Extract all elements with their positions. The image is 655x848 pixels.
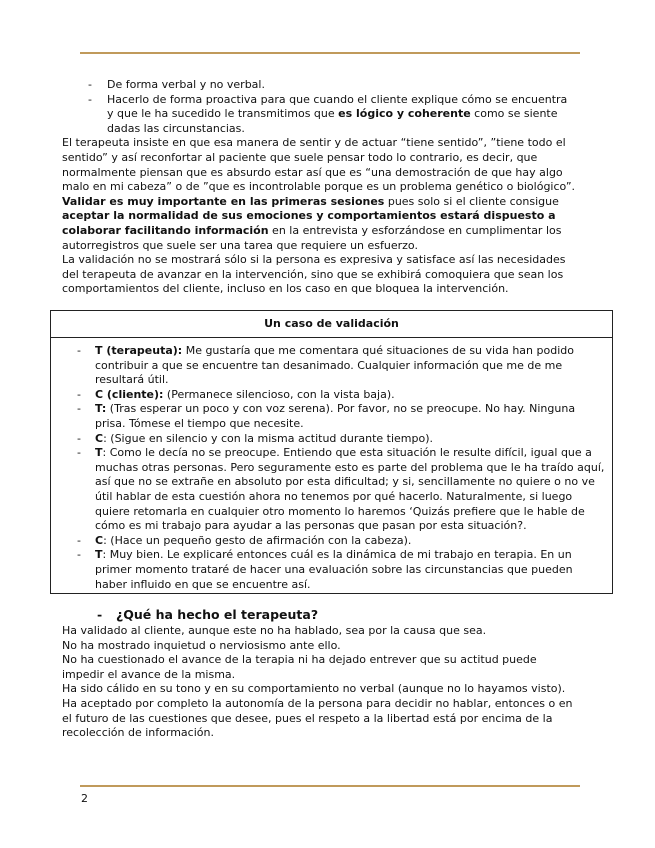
dialogue-item: - C: (Hace un pequeño gesto de afirmación con la cabeza). [95,534,606,549]
therapist-actions-section [62,606,582,741]
dialogue-item: - C: (Sigue en silencio y con la misma actitud durante tiempo). [95,432,606,447]
paragraph-validacion: La validación no se mostrará sólo si la persona es expresiva y satisface así las necesidades del terapeuta de avanzar en la intervención, sino que se exhibirá comoquiera que sean los comportamientos del cliente, incluso en los caso en que bloquea la intervención. [62,253,566,296]
dialogue-item: - C (cliente): (Permanece silencioso, con la vista baja). [95,388,606,403]
paragraph-validar: Validar es muy importante en las primeras sesiones pues solo si el cliente consigue aceptar la normalidad de sus emociones y comportamientos estará dispuesto a colaborar facilitando información en la entrevista y esforzándose en cumplimentar los autorregistros que suele ser una tarea que requiere un esfuerzo. [62,194,562,252]
intro-content [62,78,577,297]
dialogue-item: - T: Como le decía no se preocupe. Entiendo que esta situación le resulte difícil, igual que a muchas otras personas. Pero seguramente esto es parte del problema que le ha traído aquí, así que no se extrañe en absoluto por esta dificultad; y si, sencillamente no quiere o no ve útil hablar de esta cuestión ahora no tenemos por qué hacerlo. Naturalmente, si luego quiere retomarla en cualquier otro momento lo haremos ‘Quizás prefiere que le hable de cómo es mi trabajo para ayudar a las personas que pasan por esta situación?. [95,446,606,534]
page-number: 2 [81,792,88,805]
header-rule [80,52,580,54]
section-line: Ha sido cálido en su tono y en su comportamiento no verbal (aunque no lo hayamos visto). Ha aceptado por completo la autonomía de la persona para decidir no hablar, entonces o en el futuro de las cuestiones que desee, pues el respeto a la libertad está por encima de la recolección de información. [62,682,573,740]
dialogue-list [51,338,612,592]
list-item: - De forma verbal y no verbal. [62,78,577,93]
dialogue-item: - T: Muy bien. Le explicaré entonces cuál es la dinámica de mi trabajo en terapia. En un primer momento trataré de hacer una evaluación sobre las circunstancias que pueden haber influido en que se encuentre así. [95,548,606,592]
dialogue-item: - T (terapeuta): Me gustaría que me comentara qué situaciones de su vida han podido contribuir a que se encuentre tan desanimado. Cualquier información que me de me resultará útil. [95,344,606,388]
top-bullet-list [62,78,577,136]
list-item: - Hacerlo de forma proactiva para que cuando el cliente explique cómo se encuentra y que le ha sucedido le transmitimos que es lógico y coherente como se siente dadas las circunstancias. [62,93,577,137]
dialogue-item: - T: (Tras esperar un poco y con voz serena). Por favor, no se preocupe. No hay. Ninguna prisa. Tómese el tiempo que necesite. [95,402,606,431]
section-line: No ha mostrado inquietud o nerviosismo ante ello. [62,638,341,652]
validation-case-box [50,310,613,594]
paragraph-sentido: El terapeuta insiste en que esa manera de sentir y de actuar “tiene sentido”, ”tiene todo el sentido” y así reconfortar al paciente que suele pensar todo lo contrario, es decir, que normalmente piensan que es absurdo estar así que es “una demostración de que hay algo malo en mi cabeza” o de ”que es incontrolable porque es un problema genético o biológico”. [62,136,576,194]
section-line: Ha validado al cliente, aunque este no ha hablado, sea por la causa que sea. [62,624,487,637]
section-heading: - ¿Qué ha hecho el terapeuta? [62,606,582,623]
footer-rule [80,785,580,787]
section-line: No ha cuestionado el avance de la terapia ni ha dejado entrever que su actitud puede impedir el avance de la misma. [62,653,537,681]
box-title: Un caso de validación [51,311,612,338]
